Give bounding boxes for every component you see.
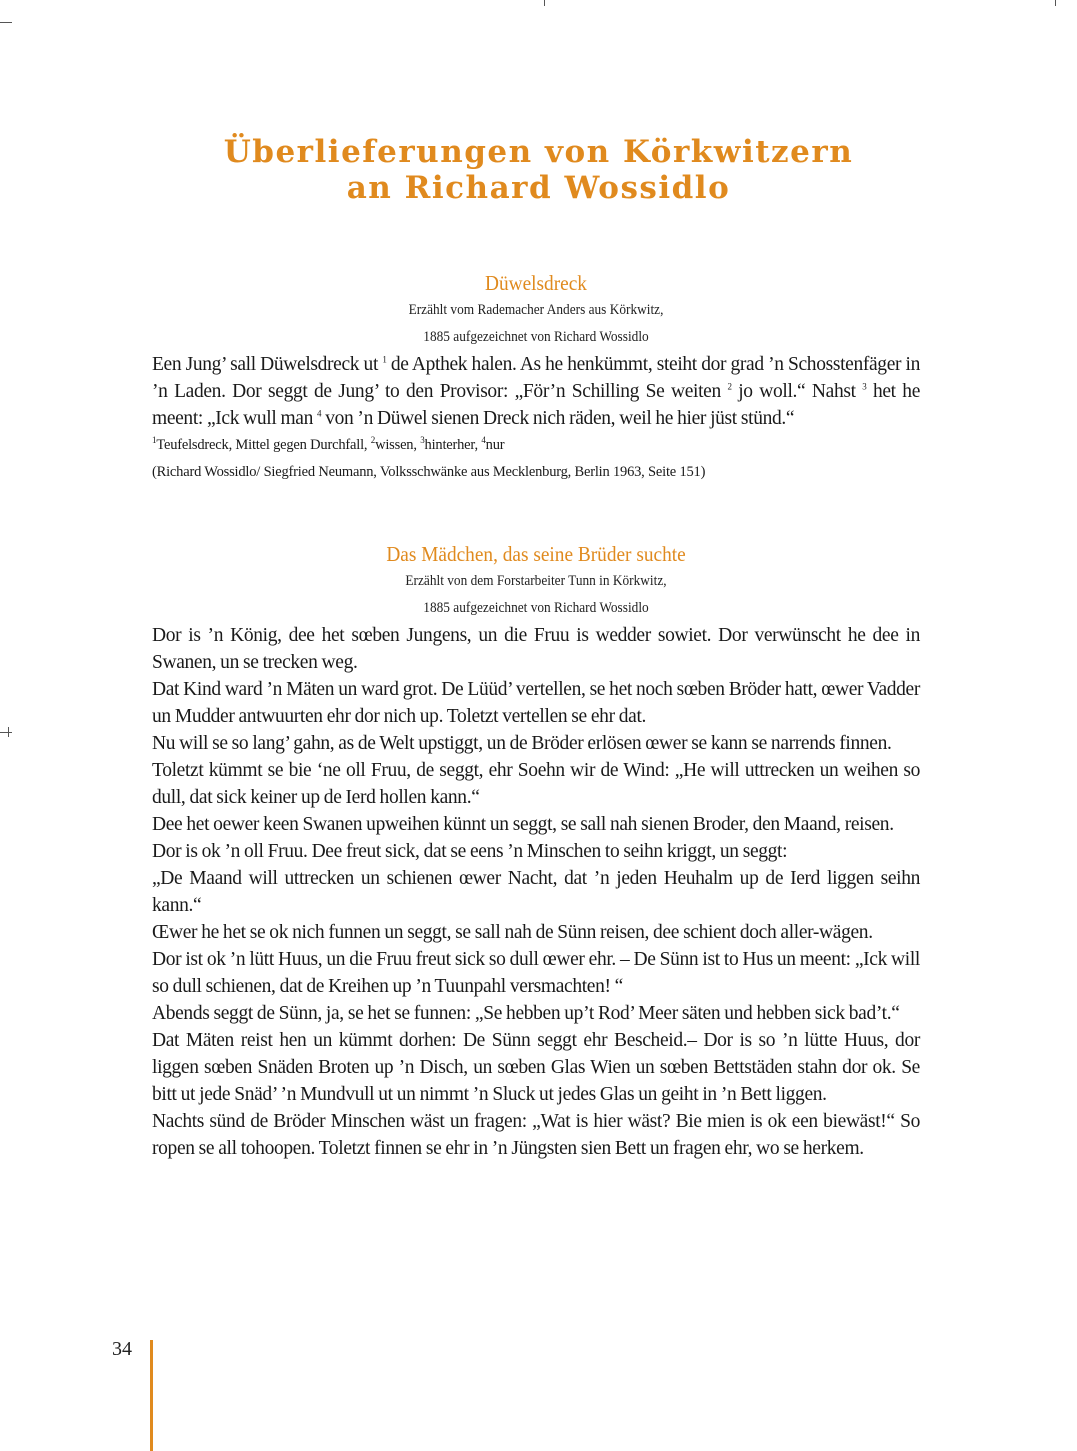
source-citation: (Richard Wossidlo/ Siegfried Neumann, Volksschwänke aus Mecklenburg, Berlin 1963, Seite 151) <box>152 464 706 480</box>
section-maedchen <box>152 540 920 1162</box>
story-paragraph: Nachts sünd de Bröder Minschen wäst un fragen: „Wat is hier wäst? Bie mien is ok een biewäst!“ So ropen se all tohoopen. Toletzt finnen se ehr in ’n Jüngsten sien Bett un fragen ehr, wo se herkem. <box>152 1111 920 1159</box>
crop-mark <box>1055 0 1056 6</box>
page-margin-bar <box>150 1340 153 1451</box>
credit-line: 1885 aufgezeichnet von Richard Wossidlo <box>423 600 649 616</box>
story-text <box>152 622 920 1162</box>
story-paragraph: Dor is ’n König, dee het sœben Jungens, un die Fruu is wedder sowiet. Dor verwünscht he dee in Swanen, un se trecken weg. <box>152 625 920 673</box>
story-paragraph: Dat Mäten reist hen un kümmt dorhen: De Sünn seggt ehr Bescheid.– Dor is so ’n lütte Huus, dor liggen sœben Snäden Broten up ’n Disch, un sœben Glas Wien un sœben Bettstäden stahn dor ok. Se bitt ut jede Snäd’ ’n Mundvull ut un nimmt ’n Sluck ut jedes Glas un geiht in ’n Bett liggen. <box>152 1030 920 1105</box>
story-paragraph: Œwer he het se ok nich funnen un seggt, se sall nah de Sünn reisen, dee schient doch aller-wägen. <box>152 922 873 943</box>
story-text <box>152 351 920 432</box>
section-duwelsdreck <box>152 269 920 486</box>
story-paragraph: Abends seggt de Sünn, ja, se het se funnen: „Se hebben up’t Rod’ Meer säten und hebben sick bad’t.“ <box>152 1003 900 1024</box>
story-paragraph: Dor is ok ’n oll Fruu. Dee freut sick, dat se eens ’n Minschen to seihn kriggt, un seggt: <box>152 841 788 862</box>
story-paragraph: Nu will se so lang’ gahn, as de Welt upstiggt, un de Bröder erlösen œwer se kann se narrends finnen. <box>152 733 892 754</box>
page-title-line1: Überlieferungen von Körkwitzern <box>223 134 854 170</box>
footnote-ref: 4 <box>317 408 322 419</box>
footnotes: $^1$Teufelsdreck, Mittel gegen Durchfall, $^2$wissen, $^3$hinterher, $^4$nur <box>152 435 505 453</box>
crop-mark <box>0 22 12 23</box>
section-title: Das Mädchen, das seine Brüder suchte <box>386 542 686 566</box>
section-title: Düwelsdreck <box>485 271 587 295</box>
story-paragraph: Dee het oewer keen Swanen upweihen künnt un seggt, se sall nah sienen Broder, den Maand, reisen. <box>152 814 894 835</box>
page-title <box>0 134 1077 206</box>
page-title-line2: an Richard Wossidlo <box>346 170 731 206</box>
credit-line: Erzählt von dem Forstarbeiter Tunn in Körkwitz, <box>405 573 667 589</box>
story-paragraph: Dat Kind ward ’n Mäten un ward grot. De Lüüd’ vertellen, se het noch sœben Bröder hatt, œwer Vadder un Mudder antwuurten ehr dor nich up. Toletzt vertellen se ehr dat. <box>152 679 920 727</box>
story-paragraph: Toletzt kümmt se bie ‘ne oll Fruu, de seggt, ehr Soehn wir de Wind: „He will uttrecken un weihen so dull, dat sick keiner up de Ierd hollen kann.“ <box>152 760 920 808</box>
footnote-ref: 1 <box>382 354 387 365</box>
page-number: 34 <box>112 1338 132 1360</box>
crop-mark <box>0 732 12 733</box>
story-paragraph: Een Jung’ sall Düwelsdreck ut $^1$ de Apthek halen. As he henkümmt, steiht dor grad ’n Schosstenfäger in ’n Laden. Dor seggt de Jung’ to den Provisor: „För’n Schilling Se weiten $^2$ jo woll.“ Nahst $^3$ het he meent: „Ick wull man $^4$ von ’n Düwel sienen Dreck nich räden, weil he hier jüst stünd.“ <box>152 354 921 429</box>
crop-mark <box>8 727 9 737</box>
credit-line: Erzählt vom Rademacher Anders aus Körkwitz, <box>408 302 664 318</box>
footnote-ref: 2 <box>727 381 732 392</box>
story-paragraph: Dor ist ok ’n lütt Huus, un die Fruu freut sick so dull œwer ehr. – De Sünn ist to Hus un meent: „Ick will so dull schienen, dat de Kreihen up ’n Tuunpahl versmachten! “ <box>152 949 920 997</box>
footnote-ref: 3 <box>862 381 867 392</box>
story-paragraph: „De Maand will uttrecken un schienen œwer Nacht, dat ’n jeden Heuhalm up de Ierd liggen seihn kann.“ <box>152 868 920 916</box>
credit-line: 1885 aufgezeichnet von Richard Wossidlo <box>423 329 649 345</box>
crop-mark <box>544 0 545 6</box>
